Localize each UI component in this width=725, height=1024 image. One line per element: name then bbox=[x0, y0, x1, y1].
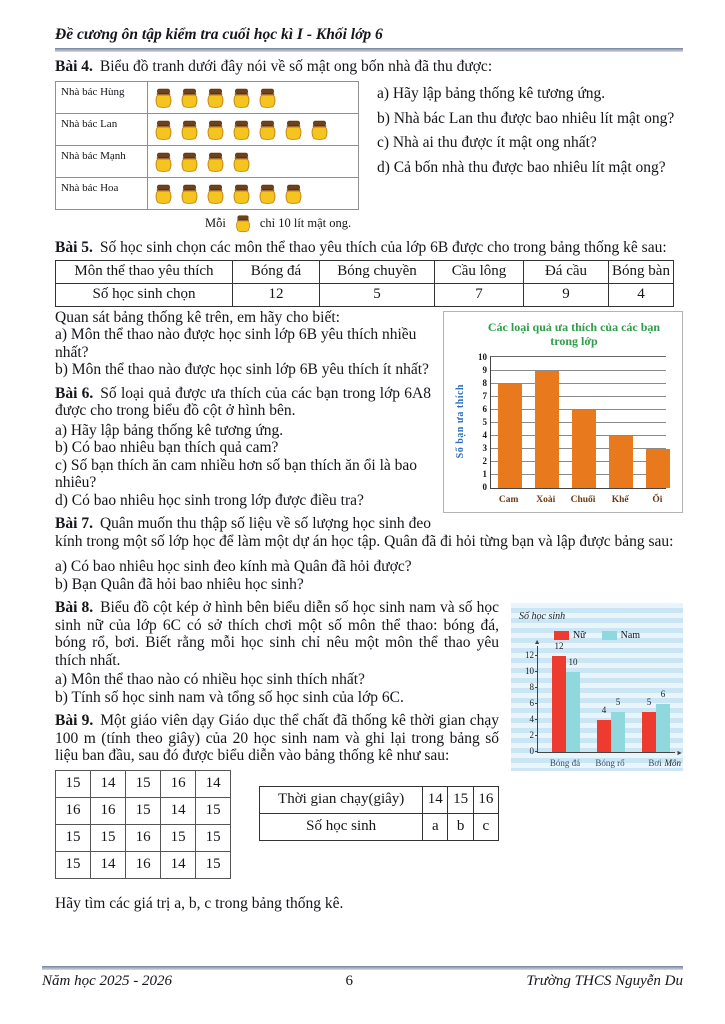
y-tick-label: 8 bbox=[529, 682, 534, 692]
table-row bbox=[260, 786, 499, 813]
y-tick-label: 8 bbox=[482, 377, 487, 388]
table-cell: Môn thể thao yêu thích bbox=[56, 260, 233, 283]
table-cell: 16 bbox=[473, 786, 498, 813]
double-chart-ylabel: Số học sinh bbox=[519, 611, 566, 622]
bai5-label: Bài 5. bbox=[55, 239, 93, 256]
table-cell: Đá cầu bbox=[524, 260, 609, 283]
honey-pot-icon bbox=[256, 119, 279, 141]
table-cell: 14 bbox=[91, 851, 126, 878]
bai8-questions-item: a) Môn thể thao nào có nhiều học sinh thích nhất? bbox=[55, 671, 365, 688]
gridline bbox=[491, 370, 666, 371]
table-row bbox=[56, 283, 674, 306]
honey-pot-icon bbox=[233, 214, 253, 233]
honey-pot-icon bbox=[152, 87, 175, 109]
y-tick-mark bbox=[535, 703, 538, 704]
table-cell: Số học sinh chọn bbox=[56, 283, 233, 306]
raw-times-table bbox=[55, 770, 231, 879]
honey-pot-icon bbox=[204, 183, 227, 205]
bai5-observe: Quan sát bảng thống kê trên, em hãy cho biết: bbox=[55, 308, 340, 326]
pictograph-row-label: Nhà bác Hoa bbox=[56, 178, 148, 209]
legend-suffix: chỉ 10 lít mật ong. bbox=[259, 215, 352, 230]
pictograph-legend bbox=[205, 214, 359, 233]
table-cell: 14 bbox=[161, 797, 196, 824]
bai8-label: Bài 8. bbox=[55, 599, 94, 616]
double-chart-area bbox=[525, 638, 683, 768]
bar bbox=[566, 672, 580, 752]
table-cell: 12 bbox=[233, 283, 320, 306]
table-cell: Thời gian chạy(giây) bbox=[260, 786, 423, 813]
pictograph-row bbox=[56, 178, 358, 209]
pictograph-row-icons bbox=[148, 178, 309, 209]
fruit-chart-area bbox=[455, 351, 666, 506]
page-header-title: Đề cương ôn tập kiểm tra cuối học kì I - Khối lớp 6 bbox=[55, 26, 383, 43]
x-tick-label: Bóng rổ bbox=[595, 758, 625, 768]
bai4-text: Biểu đồ tranh dưới đây nói về số mật ong bốn nhà đã thu được: bbox=[99, 57, 493, 75]
bai6-questions-item: c) Số bạn thích ăn cam nhiều hơn số bạn thích ăn ổi là bao nhiêu? bbox=[55, 456, 418, 491]
x-axis-label: Môn bbox=[664, 758, 681, 768]
table-cell: 4 bbox=[609, 283, 674, 306]
fruit-chart-plot bbox=[478, 351, 666, 492]
bar bbox=[597, 720, 611, 752]
table-cell: 15 bbox=[196, 797, 231, 824]
y-tick-mark bbox=[535, 671, 538, 672]
honey-pot-icon bbox=[204, 87, 227, 109]
honey-pot-icon bbox=[178, 151, 201, 173]
bai6-questions-item: d) Có bao nhiêu học sinh trong lớp được điều tra? bbox=[55, 491, 364, 509]
bai5-intro bbox=[55, 239, 683, 257]
table-cell: 14 bbox=[91, 770, 126, 797]
bai7-intro bbox=[55, 515, 683, 550]
bai6-text: Số loại quả được ưa thích của các bạn trong lớp 6A8 được cho trong biểu đồ cột ở hình bên. bbox=[55, 384, 431, 419]
bar bbox=[642, 712, 656, 752]
double-chart-plot bbox=[525, 638, 683, 757]
bai9-label: Bài 9. bbox=[55, 712, 94, 729]
legend-item-nam bbox=[602, 627, 640, 645]
table-row bbox=[56, 770, 231, 797]
honey-pot-icon bbox=[256, 183, 279, 205]
bar bbox=[646, 449, 670, 488]
bar bbox=[656, 704, 670, 752]
honey-pot-icon bbox=[230, 87, 253, 109]
honey-pot-icon bbox=[282, 119, 305, 141]
double-chart-legend bbox=[519, 627, 675, 645]
x-tick-label: Chuối bbox=[570, 494, 596, 505]
bar-value-label: 12 bbox=[554, 640, 564, 651]
sports-table bbox=[55, 260, 674, 307]
bai5-questions-item: b) Môn thể thao nào được học sinh lớp 6B yêu thích ít nhất? bbox=[55, 361, 429, 378]
bai9-tables bbox=[55, 770, 499, 879]
honey-pot-icon bbox=[256, 87, 279, 109]
honey-pot-icon bbox=[178, 183, 201, 205]
header-rule bbox=[55, 48, 683, 52]
x-tick-label: Khế bbox=[611, 494, 629, 505]
y-tick-mark bbox=[535, 655, 538, 656]
nu-label: Nữ bbox=[572, 629, 586, 641]
y-tick-mark bbox=[535, 735, 538, 736]
honey-pot-icon bbox=[178, 119, 201, 141]
footer-page-number: 6 bbox=[345, 973, 353, 989]
y-tick-label: 1 bbox=[482, 468, 487, 479]
double-bar-chart bbox=[511, 603, 683, 771]
pictograph-row-label: Nhà bác Hùng bbox=[56, 82, 148, 113]
honey-pot-icon bbox=[308, 119, 331, 141]
x-tick-label: Bơi bbox=[648, 758, 662, 768]
bai4-questions-item: a) Hãy lập bảng thống kê tương ứng. bbox=[377, 85, 606, 102]
y-tick-label: 12 bbox=[525, 650, 534, 660]
bai6-questions-item: b) Có bao nhiêu bạn thích quả cam? bbox=[55, 439, 279, 456]
honey-pot-icon bbox=[178, 87, 201, 109]
bai9-closing: Hãy tìm các giá trị a, b, c trong bảng thống kê. bbox=[55, 894, 344, 912]
y-tick-label: 5 bbox=[482, 416, 487, 427]
table-cell: Cầu lông bbox=[435, 260, 524, 283]
bar bbox=[535, 371, 559, 488]
bai5-questions-item: a) Môn thể thao nào được học sinh lớp 6B yêu thích nhiều nhất? bbox=[55, 326, 417, 361]
table-cell: Số học sinh bbox=[260, 813, 423, 840]
table-cell: Bóng đá bbox=[233, 260, 320, 283]
bai8-text: Biểu đồ cột kép ở hình bên biểu diễn số học sinh nam và số học sinh nữ của lớp 6C có sở thích chơi một số môn thể thao: bóng đá, bóng rổ, bơi. Biết rằng mỗi học sinh chỉ nêu một môn thể thao yêu thích nhất. bbox=[55, 599, 499, 669]
bai4-questions bbox=[377, 77, 674, 233]
legend-prefix: Mỗi bbox=[205, 215, 226, 230]
y-tick-label: 4 bbox=[529, 714, 534, 724]
exercise-7 bbox=[55, 515, 683, 593]
bai4-intro bbox=[55, 58, 683, 76]
pictograph-row-icons bbox=[148, 114, 335, 145]
bar-value-label: 6 bbox=[660, 688, 666, 699]
table-cell: 16 bbox=[56, 797, 91, 824]
fruit-chart-title: Các loại quả ưa thích của các bạn trong lớp bbox=[487, 319, 661, 348]
pictograph-row bbox=[56, 114, 358, 146]
bai4-questions-item: b) Nhà bác Lan thu được bao nhiêu lít mật ong? bbox=[377, 109, 675, 127]
y-tick-label: 2 bbox=[529, 730, 534, 740]
bar-value-label: 5 bbox=[646, 696, 652, 707]
fruit-chart-xlabels bbox=[490, 492, 666, 506]
bar-value-label: 5 bbox=[615, 696, 621, 707]
table-cell: 15 bbox=[56, 770, 91, 797]
bai7-label: Bài 7. bbox=[55, 515, 93, 532]
bar-value-label: 4 bbox=[601, 704, 607, 715]
exercise-4 bbox=[55, 58, 683, 234]
pictograph-row bbox=[56, 82, 358, 114]
footer-school-name: Trường THCS Nguyễn Du bbox=[526, 973, 683, 989]
table-cell: 5 bbox=[320, 283, 435, 306]
y-tick-label: 0 bbox=[529, 746, 534, 756]
pictograph-row bbox=[56, 146, 358, 178]
honey-pictograph bbox=[55, 81, 359, 210]
bai6-label: Bài 6. bbox=[55, 384, 94, 402]
honey-pot-icon bbox=[230, 119, 253, 141]
pictograph-row-icons bbox=[148, 82, 283, 113]
bar bbox=[609, 436, 633, 488]
table-cell: 15 bbox=[161, 824, 196, 851]
bai7-questions bbox=[55, 558, 683, 593]
table-cell: 14 bbox=[423, 786, 448, 813]
y-tick-label: 4 bbox=[482, 429, 487, 440]
table-cell: 15 bbox=[126, 797, 161, 824]
y-tick-label: 10 bbox=[525, 666, 534, 676]
honey-pot-icon bbox=[152, 151, 175, 173]
table-cell: 15 bbox=[56, 851, 91, 878]
y-tick-label: 10 bbox=[478, 351, 487, 362]
fruit-bar-chart bbox=[443, 311, 683, 513]
honey-pot-icon bbox=[282, 183, 305, 205]
honey-pot-icon bbox=[230, 151, 253, 173]
pictograph-row-label: Nhà bác Lan bbox=[56, 114, 148, 145]
table-cell: 16 bbox=[126, 851, 161, 878]
bai8-questions-item: b) Tính số học sinh nam và tổng số học sinh của lớp 6C. bbox=[55, 688, 404, 706]
bai4-questions-item: c) Nhà ai thu được ít mật ong nhất? bbox=[377, 134, 597, 151]
table-cell: 15 bbox=[126, 770, 161, 797]
table-cell: Bóng chuyền bbox=[320, 260, 435, 283]
honey-pot-icon bbox=[204, 151, 227, 173]
table-row bbox=[56, 851, 231, 878]
table-cell: 7 bbox=[435, 283, 524, 306]
table-row bbox=[56, 824, 231, 851]
x-tick-label: Ổi bbox=[652, 494, 663, 505]
table-cell: a bbox=[423, 813, 448, 840]
bai4-questions-item: d) Cả bốn nhà thu được bao nhiêu lít mật ong? bbox=[377, 158, 666, 176]
x-tick-label: Bóng đá bbox=[549, 758, 581, 768]
bar bbox=[552, 656, 566, 752]
honey-pot-icon bbox=[152, 119, 175, 141]
table-row bbox=[56, 797, 231, 824]
table-row bbox=[56, 260, 674, 283]
y-tick-label: 3 bbox=[482, 442, 487, 453]
table-cell: 14 bbox=[161, 851, 196, 878]
footer-school-year: Năm học 2025 - 2026 bbox=[42, 973, 172, 989]
y-tick-label: 9 bbox=[482, 364, 487, 375]
bar-value-label: 10 bbox=[568, 656, 578, 667]
y-tick-mark bbox=[535, 719, 538, 720]
bai4-body bbox=[55, 77, 683, 233]
footer-rule bbox=[42, 966, 683, 970]
y-tick-label: 6 bbox=[529, 698, 534, 708]
pictograph-row-icons bbox=[148, 146, 257, 177]
table-cell: b bbox=[448, 813, 473, 840]
y-tick-label: 6 bbox=[482, 403, 487, 414]
honey-pot-icon bbox=[204, 119, 227, 141]
table-cell: 15 bbox=[196, 824, 231, 851]
table-cell: 16 bbox=[161, 770, 196, 797]
y-tick-label: 7 bbox=[482, 390, 487, 401]
bai4-label: Bài 4. bbox=[55, 57, 93, 75]
bar bbox=[611, 712, 625, 752]
table-row bbox=[260, 813, 499, 840]
bai6-questions-item: a) Hãy lập bảng thống kê tương ứng. bbox=[55, 421, 284, 439]
fruit-chart-ylabel: Số bạn ưa thích bbox=[455, 383, 466, 459]
table-cell: 15 bbox=[91, 824, 126, 851]
y-tick-label: 0 bbox=[482, 481, 487, 492]
x-axis-arrow: ► bbox=[676, 748, 683, 757]
pictograph-row-label: Nhà bác Mạnh bbox=[56, 146, 148, 177]
pictograph-wrap bbox=[55, 81, 359, 233]
y-tick-mark bbox=[535, 751, 538, 752]
honey-pot-icon bbox=[152, 183, 175, 205]
table-cell: 14 bbox=[196, 770, 231, 797]
y-axis-arrow: ▲ bbox=[533, 638, 541, 646]
y-tick-label: 2 bbox=[482, 455, 487, 466]
table-cell: c bbox=[473, 813, 498, 840]
table-cell: 16 bbox=[91, 797, 126, 824]
table-cell: 15 bbox=[56, 824, 91, 851]
table-cell: 15 bbox=[448, 786, 473, 813]
table-cell: 15 bbox=[196, 851, 231, 878]
bai7-questions-item: b) Bạn Quân đã hỏi bao nhiêu học sinh? bbox=[55, 575, 304, 593]
bar bbox=[572, 410, 596, 488]
nam-swatch bbox=[602, 631, 617, 640]
bai7-questions-item: a) Có bao nhiêu học sinh đeo kính mà Quân đã hỏi được? bbox=[55, 558, 412, 575]
double-chart-xlabels bbox=[537, 755, 681, 768]
bai7-text: Quân muốn thu thập số liệu về số lượng học sinh đeo kính trong một số lớp học để làm một dự án học tập. Quân đã đi hỏi từng bạn và lập được bảng sau: bbox=[55, 515, 674, 550]
bai5-text: Số học sinh chọn các môn thể thao yêu thích của lớp 6B được cho trong bảng thống kê sau: bbox=[99, 239, 667, 256]
table-cell: 9 bbox=[524, 283, 609, 306]
honey-pot-icon bbox=[230, 183, 253, 205]
y-tick-mark bbox=[535, 687, 538, 688]
x-tick-label: Xoài bbox=[536, 494, 556, 505]
table-cell: Bóng bàn bbox=[609, 260, 674, 283]
x-tick-label: Cam bbox=[498, 494, 519, 505]
summary-table bbox=[259, 786, 499, 841]
bar bbox=[498, 384, 522, 488]
table-cell: 16 bbox=[126, 824, 161, 851]
page-footer bbox=[42, 962, 683, 991]
nam-label: Nam bbox=[620, 629, 641, 641]
bai9-text: Một giáo viên dạy Giáo dục thể chất đã thống kê thời gian chạy 100 m (tính theo giây) của 20 học sinh nam và ghi lại trong bảng số liệu ban đầu, sau đó được biểu diễn vào bảng thống kê như sau: bbox=[55, 712, 500, 764]
